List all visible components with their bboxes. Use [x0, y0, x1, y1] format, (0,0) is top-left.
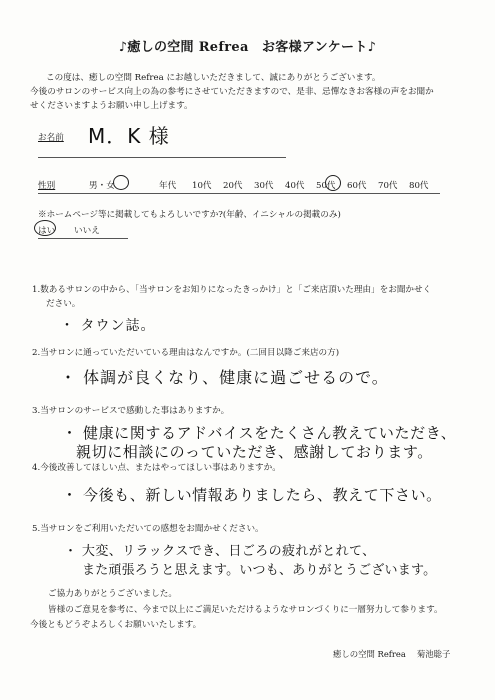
name-underline: [38, 157, 286, 158]
question-3-line-1: 3.当サロンのサービスで感動した事はありますか。: [32, 406, 230, 416]
name-value: M．K 様: [88, 124, 170, 148]
answer-1-line-1: ・ タウン誌。: [60, 318, 156, 334]
age-label: 年代: [159, 181, 177, 191]
profile-row-underline: [38, 193, 440, 194]
answer-5-line-1: ・ 大変、リラックスでき、日ごろの疲れがとれて、: [64, 544, 376, 559]
intro-line-1: この度は、癒しの空間 Refrea にお越しいただきまして、誠にありがとうございます。: [46, 73, 381, 83]
intro-line-3: せくださいますようお願い申し上げます。: [30, 101, 193, 111]
age-option-20: 20代: [223, 181, 243, 191]
question-5-line-1: 5.当サロンをご利用いただいての感想をお聞かせください。: [32, 524, 264, 534]
age-option-60: 60代: [347, 181, 367, 191]
answer-3-line-2: 親切に相談にのっていただき、感謝しております。: [76, 443, 433, 461]
gender-options: 男・女: [89, 181, 115, 191]
age-option-10: 10代: [192, 181, 212, 191]
age-option-80: 80代: [409, 181, 429, 191]
question-1-line-2: ださい。: [46, 299, 81, 309]
answer-4-line-1: ・ 今後も、新しい情報ありましたら、教えて下さい。: [62, 486, 442, 504]
permission-no: いいえ: [74, 226, 100, 236]
intro-line-2: 今後のサロンのサービス向上の為の参考にさせていただきますので、是非、忌憚なきお客様の声をお聞か: [30, 87, 434, 97]
age-selected-circle: [325, 175, 341, 191]
age-option-70: 70代: [378, 181, 398, 191]
closing-line-2: 今後ともどうぞよろしくお願いいたします。: [30, 620, 202, 630]
closing-line-1: 皆様のご意見を参考に、今まで以上にご満足いただけるようなサロンづくりに一層努力して参ります。: [48, 605, 443, 615]
answer-5-line-2: また頑張ろうと思えます。いつも、ありがとうございます。: [82, 563, 437, 578]
question-1-line-1: 1.数あるサロンの中から、「当サロンをお知りになったきっかけ」と「ご来店頂いた理由」をお聞かせく: [32, 285, 432, 295]
permission-yes: はい: [38, 226, 56, 236]
answer-2-line-1: ・ 体調が良くなり、健康に過ごせるので。: [60, 368, 389, 387]
age-option-50: 50代: [316, 181, 336, 191]
survey-title: ♪癒しの空間 Refrea お客様アンケート♪: [118, 40, 377, 55]
permission-question: ※ホームページ等に掲載してもよろしいですか?(年齢、イニシャルの掲載のみ): [38, 210, 341, 220]
age-option-40: 40代: [285, 181, 305, 191]
question-4-line-1: 4.今後改善してほしい点、またはやってほしい事はありますか。: [32, 463, 281, 473]
signature: 癒しの空間 Refrea 菊池聡子: [333, 649, 451, 659]
age-option-30: 30代: [254, 181, 274, 191]
name-label: お名前: [38, 133, 64, 143]
permission-underline: [38, 238, 128, 239]
gender-selected-circle: [113, 175, 129, 190]
gender-label: 性別: [38, 181, 56, 191]
thanks-text: ご協力ありがとうございました。: [48, 589, 177, 599]
permission-selected-circle: [34, 220, 56, 236]
answer-3-line-1: ・ 健康に関するアドバイスをたくさん教えていただき、: [62, 424, 457, 442]
question-2-line-1: 2.当サロンに通っていただいている理由はなんですか。(二回目以降ご来店の方): [32, 348, 340, 358]
